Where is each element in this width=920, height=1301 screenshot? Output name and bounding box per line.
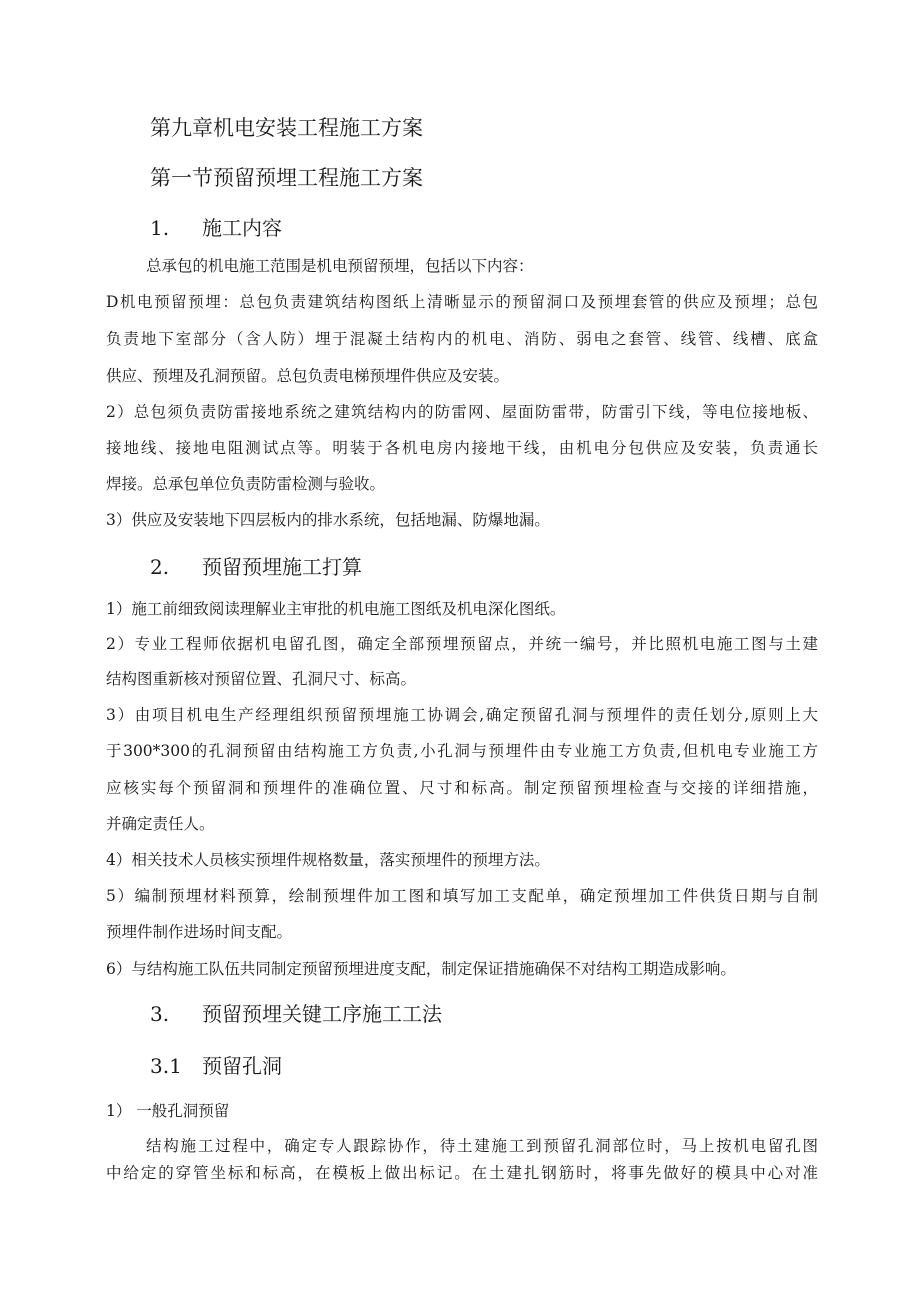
heading-number: 3.1	[150, 1054, 182, 1078]
paragraph-line: 2）专业工程师依据机电留孔图，确定全部预埋预留点，并统一编号，并比照机电施工图与土建	[106, 635, 818, 653]
paragraph-line: 并确定责任人。	[106, 815, 215, 833]
paragraph-line: 3）由项目机电生产经理组织预留预埋施工协调会,确定预留孔洞与预埋件的责任划分,原则上大	[106, 706, 818, 724]
paragraph-line: 焊接。总承包单位负责防雷检测与验收。	[106, 475, 386, 493]
heading-2	[150, 553, 362, 581]
paragraph-line: 接地线、接地电阻测试点等。明装于各机电房内接地干线，由机电分包供应及安装，负责通长	[106, 439, 818, 457]
paragraph-line: 供应、预埋及孔洞预留。总包负责电梯预埋件供应及安装。	[106, 367, 510, 385]
chapter-title: 第九章机电安装工程施工方案	[150, 116, 423, 140]
paragraph-line: 1）施工前细致阅读理解业主审批的机电施工图纸及机电深化图纸。	[106, 600, 566, 618]
heading-number: 1.	[150, 216, 170, 240]
paragraph-line: 预埋件制作进场时间支配。	[106, 923, 293, 941]
paragraph-line: 结构图重新核对预留位置、孔洞尺寸、标高。	[106, 670, 417, 688]
paragraph-line: 于300*300的孔洞预留由结构施工方负责,小孔洞与预埋件由专业施工方负责,但机电专业施工方	[106, 742, 818, 760]
paragraph-line: 应核实每个预留洞和预埋件的准确位置、尺寸和标高。制定预留预埋检查与交接的详细措施，	[106, 779, 818, 797]
heading-3-1	[150, 1052, 282, 1080]
paragraph-line: 6）与结构施工队伍共同制定预留预埋进度支配，制定保证措施确保不对结构工期造成影响。	[106, 960, 736, 978]
paragraph-line: 总承包的机电施工范围是机电预留预埋，包括以下内容：	[146, 257, 534, 275]
heading-3	[150, 1000, 442, 1028]
heading-text: 预留孔洞	[202, 1054, 282, 1078]
paragraph-line: 4）相关技术人员核实预埋件规格数量，落实预埋件的预埋方法。	[106, 851, 550, 869]
paragraph-line: D机电预留预埋：总包负责建筑结构图纸上清晰显示的预留洞口及预埋套管的供应及预埋；总包	[106, 293, 818, 311]
paragraph-line: 5）编制预埋材料预算，绘制预埋件加工图和填写加工支配单，确定预埋加工件供货日期与自制	[106, 887, 818, 905]
paragraph-line: 负责地下室部分（含人防）埋于混凝土结构内的机电、消防、弱电之套管、线管、线槽、底盒	[106, 330, 818, 348]
heading-number: 3.	[150, 1002, 170, 1026]
heading-text: 预留预埋关键工序施工工法	[202, 1002, 442, 1026]
paragraph-line: 2）总包须负责防雷接地系统之建筑结构内的防雷网、屋面防雷带，防雷引下线，等电位接地板、	[106, 403, 818, 421]
heading-text: 施工内容	[202, 216, 282, 240]
section-title: 第一节预留预埋工程施工方案	[150, 166, 423, 190]
paragraph-line: 中给定的穿管坐标和标高，在模板上做出标记。在土建扎钢筋时，将事先做好的模具中心对准	[106, 1164, 818, 1182]
paragraph-line: 1） 一般孔洞预留	[106, 1102, 230, 1120]
heading-text: 预留预埋施工打算	[202, 555, 362, 579]
heading-number: 2.	[150, 555, 170, 579]
heading-1	[150, 214, 282, 242]
paragraph-line: 结构施工过程中，确定专人跟踪协作，待土建施工到预留孔洞部位时，马上按机电留孔图	[146, 1137, 818, 1155]
paragraph-line: 3）供应及安装地下四层板内的排水系统，包括地漏、防爆地漏。	[106, 511, 550, 529]
